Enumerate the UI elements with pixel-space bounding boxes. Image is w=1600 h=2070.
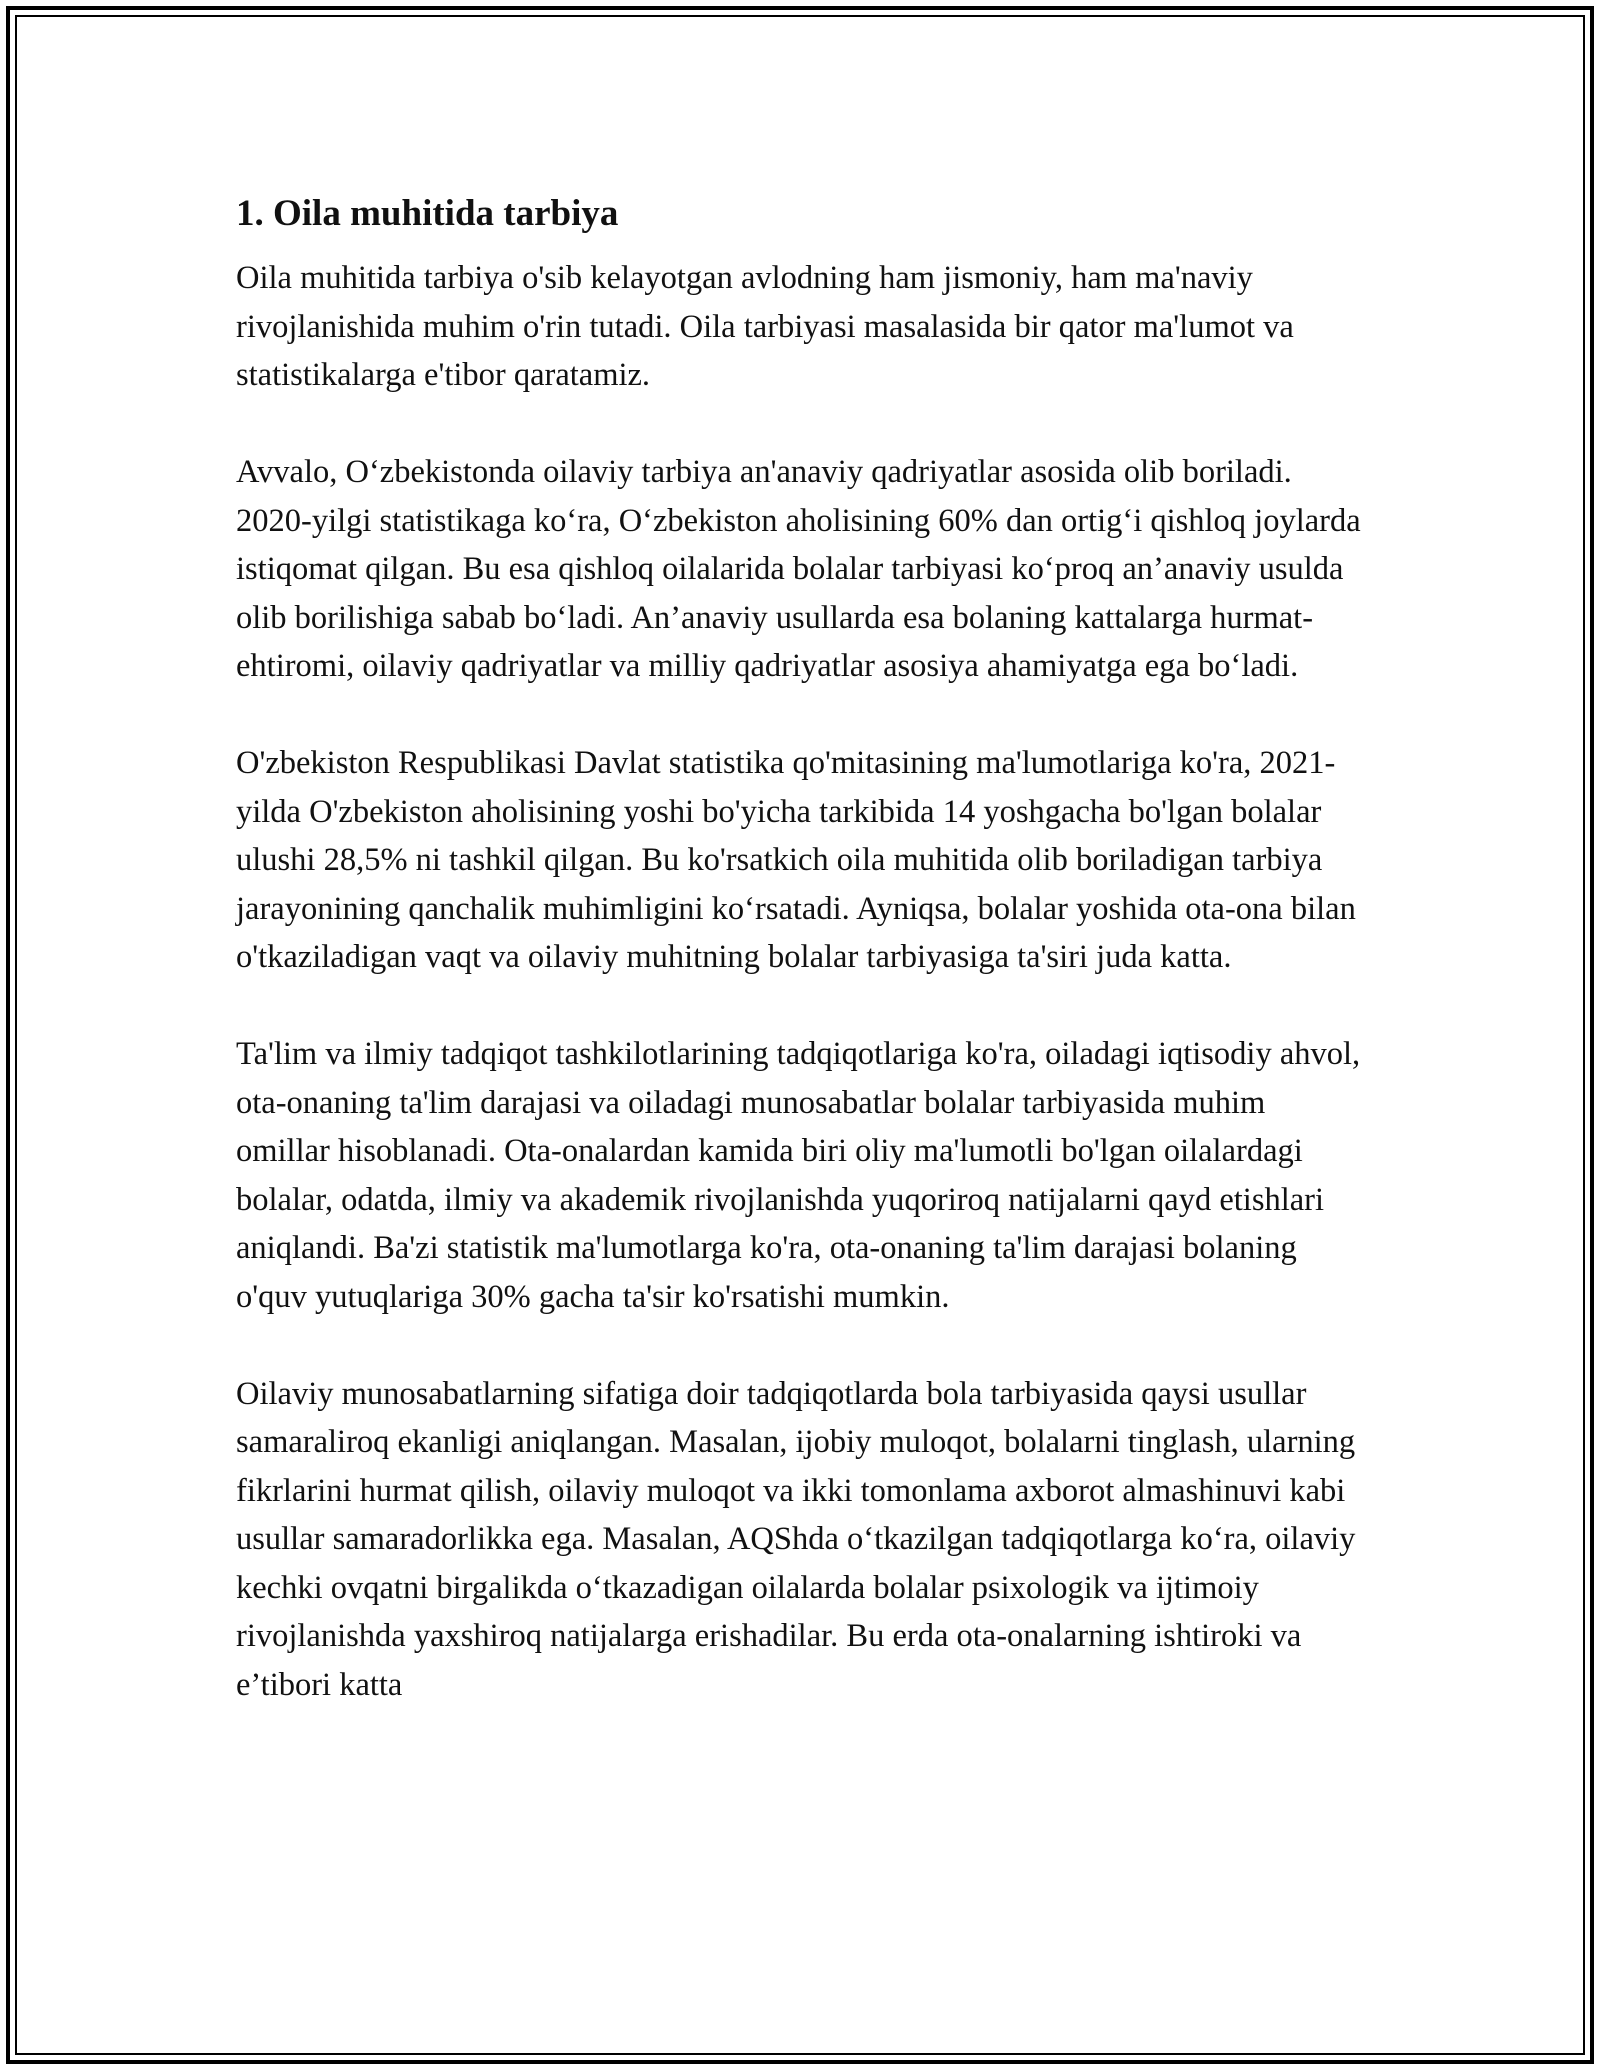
paragraph-education-research: Ta'lim va ilmiy tadqiqot tashkilotlarining tadqiqotlariga ko'ra, oiladagi iqtisodiy ahvol, ota-onaning ta'lim darajasi va oiladagi munosabatlar bolalar tarbiyasida muhim omillar hisoblanadi. Ota-onalardan kamida biri oliy ma'lumotli bo'lgan oilalardagi bolalar, odatda, ilmiy va akademik rivojlanishda yuqoriroq natijalarni qayd etishlari aniqlandi. Ba'zi statistik ma'lumotlarga ko'ra, ota-onaning ta'lim darajasi bolaning o'quv yutuqlariga 30% gacha ta'sir ko'rsatishi mumkin. — [236, 1036, 1361, 1315]
paragraph-statistics-committee: O'zbekiston Respublikasi Davlat statistika qo'mitasining ma'lumotlariga ko'ra, 2021-yilda O'zbekiston aholisining yoshi bo'yicha tarkibida 14 yoshgacha bo'lgan bolalar ulushi 28,5% ni tashkil qilgan. Bu ko'rsatkich oila muhitida olib boriladigan tarbiya jarayonining qanchalik muhimligini ko‘rsatadi. Ayniqsa, bolalar yoshida ota-ona bilan o'tkaziladigan vaqt va oilaviy muhitning bolalar tarbiyasiga ta'siri juda katta. — [236, 745, 1356, 975]
paragraph-family-relations: Oilaviy munosabatlarning sifatiga doir tadqiqotlarda bola tarbiyasida qaysi usullar samaraliroq ekanligi aniqlangan. Masalan, ijobiy muloqot, bolalarni tinglash, ularning fikrlarini hurmat qilish, oilaviy muloqot va ikki tomonlama axborot almashinuvi kabi usullar samaradorlikka ega. Masalan, AQShda o‘tkazilgan tadqiqotlarga ko‘ra, oilaviy kechki ovqatni birgalikda o‘tkazadigan oilalarda bolalar psixologik va ijtimoiy rivojlanishda yaxshiroq natijalarga erishadilar. Bu erda ota-onalarning ishtiroki va e’tibori katta — [236, 1375, 1356, 1703]
paragraph-traditional-values: Avvalo, O‘zbekistonda oilaviy tarbiya an'anaviy qadriyatlar asosida olib boriladi. 2020-yilgi statistikaga ko‘ra, O‘zbekiston aholisining 60% dan ortig‘i qishloq joylarda istiqomat qilgan. Bu esa qishloq oilalarida bolalar tarbiyasi ko‘proq an’anaviy usulda olib borilishiga sabab bo‘ladi. An’anaviy usullarda esa bolaning kattalarga hurmat-ehtiromi, oilaviy qadriyatlar va milliy qadriyatlar asosiya ahamiyatga ega bo‘ladi. — [236, 454, 1361, 684]
paragraph-intro: Oila muhitida tarbiya o'sib kelayotgan avlodning ham jismoniy, ham ma'naviy rivojlanishida muhim o'rin tutadi. Oila tarbiyasi masalasida bir qator ma'lumot va statistikalarga e'tibor qaratamiz. — [236, 260, 1294, 393]
section-heading: 1. Oila muhitida tarbiya — [236, 193, 619, 234]
document-body — [236, 186, 1366, 1758]
